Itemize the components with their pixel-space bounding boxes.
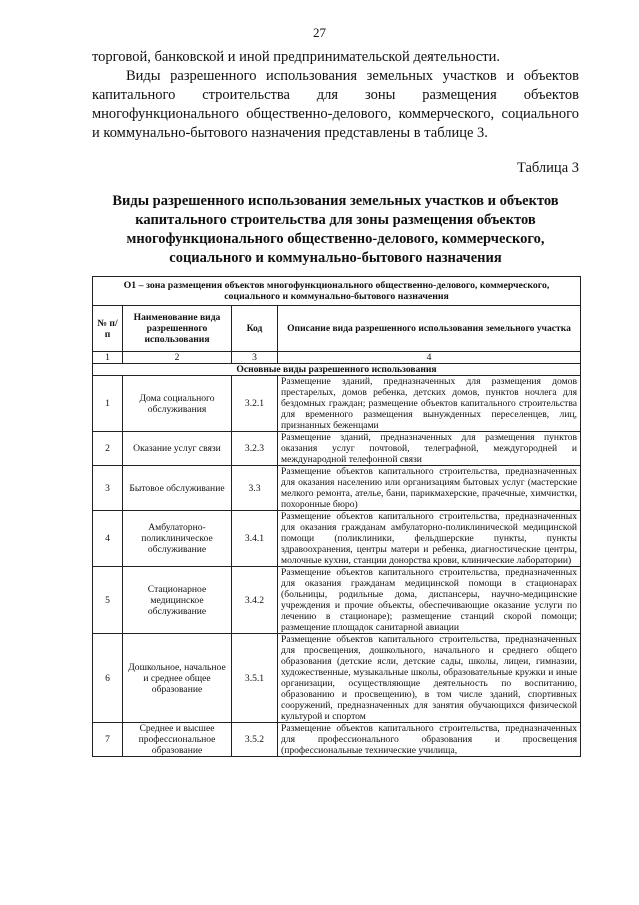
- row-description: Размещение зданий, предназначенных для размещения пунктов оказания услуг почтовой, телеграфной, междугородней и международной телефонной связи: [278, 432, 581, 466]
- table-row: [93, 432, 581, 466]
- row-number: 3: [93, 466, 123, 511]
- row-name: Оказание услуг связи: [123, 432, 232, 466]
- column-number: 4: [278, 352, 581, 364]
- header-name: Наименование вида разрешенного использования: [123, 306, 232, 352]
- column-number: 2: [123, 352, 232, 364]
- header-desc: Описание вида разрешенного использования земельного участка: [278, 306, 581, 352]
- intro-paragraph: Виды разрешенного использования земельных участков и объектов капитального строительства для зоны размещения объектов многофункционального общественно-делового, коммерческого, социального и коммунально-бытового назначения представлены в таблице 3.: [92, 68, 579, 141]
- column-number: 3: [232, 352, 278, 364]
- row-name: Среднее и высшее профессиональное образование: [123, 723, 232, 757]
- table-label: Таблица 3: [516, 160, 579, 176]
- page-number: 27: [313, 25, 326, 40]
- row-description: Размещение объектов капитального строительства, предназначенных для оказания гражданам амбулаторно-поликлинической медицинской помощи (поликлиники, фельдшерские пункты, пункты здравоохранения, центры матери и ребенка, диагностические центры, молочные кухни, станции донорства крови, клинические лаборатории): [278, 511, 581, 567]
- row-name: Дошкольное, начальное и среднее общее образование: [123, 634, 232, 723]
- row-code: 3.4.2: [232, 567, 278, 634]
- row-number: 7: [93, 723, 123, 757]
- row-code: 3.2.1: [232, 376, 278, 432]
- table-row: [93, 466, 581, 511]
- row-description: Размещение зданий, предназначенных для размещения домов престарелых, домов ребенка, детских домов, пунктов ночлега для бездомных граждан; размещение объектов капитального строительства для временного размещения вынужденных переселенцев, лиц, признанных беженцами: [278, 376, 581, 432]
- row-description: Размещение объектов капитального строительства, предназначенных для просвещения, дошкольного, начального и среднего общего образования (детские ясли, детские сады, школы, лицеи, гимназии, художественные, музыкальные школы, образовательные кружки и иные организации, осуществляющие деятельность по воспитанию, образованию и просвещению), в том числе зданий, спортивных сооружений, предназначенных для занятия обучающихся физической культурой и спортом: [278, 634, 581, 723]
- row-description: Размещение объектов капитального строительства, предназначенных для оказания населению или организациям бытовых услуг (мастерские мелкого ремонта, ателье, бани, парикмахерские, прачечные, химчистки, похоронные бюро): [278, 466, 581, 511]
- row-name: Бытовое обслуживание: [123, 466, 232, 511]
- header-code: Код: [232, 306, 278, 352]
- column-number-row: [93, 352, 581, 364]
- section-title: Основные виды разрешенного использования: [93, 364, 581, 376]
- table-row: [93, 376, 581, 432]
- table-title: Виды разрешенного использования земельных участков и объектов капитального строительства для зоны размещения объектов многофункционального общественно-делового, коммерческого, социального и коммунально-бытового назначения: [112, 193, 559, 266]
- row-code: 3.5.2: [232, 723, 278, 757]
- intro-line: торговой, банковской и иной предпринимательской деятельности.: [92, 49, 500, 65]
- row-name: Амбулаторно-поликлиническое обслуживание: [123, 511, 232, 567]
- row-number: 4: [93, 511, 123, 567]
- row-code: 3.2.3: [232, 432, 278, 466]
- row-name: Дома социального обслуживания: [123, 376, 232, 432]
- table-row: [93, 634, 581, 723]
- row-number: 2: [93, 432, 123, 466]
- row-description: Размещение объектов капитального строительства, предназначенных для профессионального образования и просвещения (профессиональные технические училища,: [278, 723, 581, 757]
- row-name: Стационарное медицинское обслуживание: [123, 567, 232, 634]
- row-code: 3.4.1: [232, 511, 278, 567]
- header-num: № п/п: [93, 306, 123, 352]
- column-number: 1: [93, 352, 123, 364]
- row-code: 3.5.1: [232, 634, 278, 723]
- land-use-table: [92, 276, 581, 757]
- row-description: Размещение объектов капитального строительства, предназначенных для оказания гражданам медицинской помощи в стационарах (больницы, родильные дома, диспансеры, научно-медицинские учреждения и прочие объекты, обеспечивающие оказание услуги по лечению в стационаре); размещение станций скорой помощи; размещение площадок санитарной авиации: [278, 567, 581, 634]
- table-row: [93, 567, 581, 634]
- intro-text: [92, 48, 579, 143]
- row-number: 5: [93, 567, 123, 634]
- zone-header: О1 – зона размещения объектов многофункционального общественно-делового, коммерческого, социального и коммунально-бытового назначения: [93, 277, 581, 306]
- row-number: 1: [93, 376, 123, 432]
- row-code: 3.3: [232, 466, 278, 511]
- table-row: [93, 723, 581, 757]
- row-number: 6: [93, 634, 123, 723]
- table-row: [93, 511, 581, 567]
